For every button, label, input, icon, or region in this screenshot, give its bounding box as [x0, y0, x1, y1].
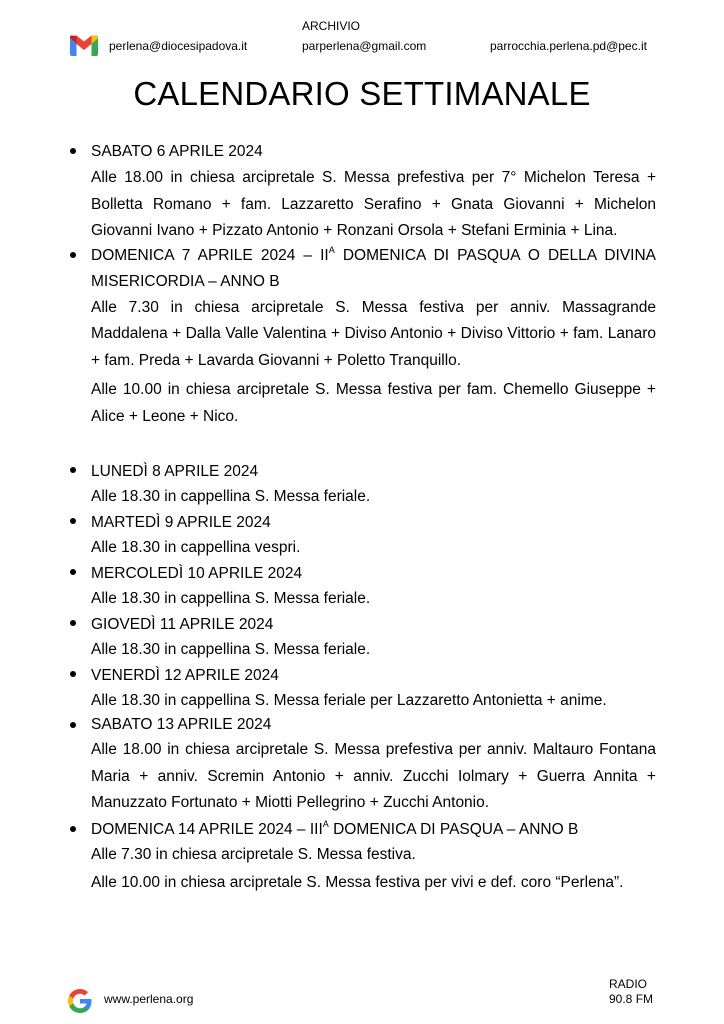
email-diocesi[interactable]: perlena@diocesipadova.it — [109, 39, 248, 53]
day-title-superscript: A — [328, 244, 335, 255]
calendar-day — [70, 817, 656, 896]
calendar-day — [70, 458, 656, 509]
day-title: LUNEDÌ 8 APRILE 2024 — [91, 463, 259, 480]
calendar-day — [70, 243, 656, 431]
day-title-main: DOMENICA 14 APRILE 2024 – III — [91, 820, 323, 838]
page-footer — [0, 960, 724, 1020]
calendar-day — [70, 662, 656, 713]
event-text: Alle 7.30 in chiesa arcipretale S. Messa festiva. — [91, 845, 416, 863]
email-gmail[interactable]: parperlena@gmail.com — [302, 39, 427, 53]
radio-frequency: 90.8 FM — [609, 992, 654, 1006]
page-header — [0, 0, 724, 70]
website-link[interactable]: www.perlena.org — [104, 992, 194, 1006]
google-icon — [68, 989, 92, 1013]
event-text: Alle 18.30 in cappellina S. Messa feriale. — [91, 488, 371, 505]
event-text: Alle 7.30 in chiesa arcipretale S. Messa festiva per anniv. Massagrande Maddalena + Dalla Valle Valentina + Diviso Antonio + Diviso Vittorio + fam. Lanaro + fam. Preda + Lavarda Giovanni + Poletto Tranquillo. — [91, 298, 656, 369]
bullet-icon — [70, 826, 76, 832]
calendar-day — [70, 139, 656, 245]
event-text: Alle 18.30 in cappellina S. Messa feriale per Lazzaretto Antonietta + anime. — [91, 692, 607, 709]
email-pec[interactable]: parrocchia.perlena.pd@pec.it — [490, 39, 647, 53]
day-title-rest: DOMENICA DI PASQUA – ANNO B — [328, 820, 579, 838]
day-title-rest: DOMENICA DI PASQUA O DELLA DIVINA MISERICORDIA – ANNO B — [91, 246, 656, 290]
day-title: MERCOLEDÌ 10 APRILE 2024 — [91, 565, 303, 582]
day-title: MARTEDÌ 9 APRILE 2024 — [91, 514, 271, 531]
calendar-day — [70, 560, 656, 611]
event-text: Alle 18.00 in chiesa arcipretale S. Messa prefestiva per anniv. Maltauro Fontana Maria + anniv. Scremin Antonio + anniv. Zucchi Iolmary + Guerra Annita + Manuzzato Fortunato + Miotti Pellegrino + Zucchi Antonio. — [91, 741, 656, 811]
bullet-icon — [70, 518, 76, 524]
day-title-main: DOMENICA 7 APRILE 2024 – II — [91, 246, 329, 264]
day-title — [91, 243, 656, 295]
bullet-icon — [70, 722, 76, 728]
day-title: VENERDÌ 12 APRILE 2024 — [91, 667, 279, 684]
day-title: GIOVEDÌ 11 APRILE 2024 — [91, 616, 274, 633]
day-title-superscript: A — [322, 818, 329, 829]
event-text: Alle 10.00 in chiesa arcipretale S. Messa festiva per fam. Chemello Giuseppe + Alice + Leone + Nico. — [91, 381, 656, 425]
day-title: SABATO 6 APRILE 2024 — [91, 143, 263, 160]
archivio-label: ARCHIVIO — [302, 19, 361, 33]
event-text: Alle 18.30 in cappellina vespri. — [91, 539, 301, 556]
radio-label: RADIO — [609, 977, 648, 991]
bullet-icon — [70, 569, 76, 575]
gmail-icon — [70, 35, 98, 56]
bullet-icon — [70, 148, 76, 154]
bullet-icon — [70, 467, 76, 473]
calendar-list — [70, 139, 656, 896]
event-text: Alle 10.00 in chiesa arcipretale S. Messa festiva per vivi e def. coro “Perlena”. — [91, 873, 624, 891]
calendar-day — [70, 611, 656, 662]
event-text: Alle 18.00 in chiesa arcipretale S. Messa prefestiva per 7° Michelon Teresa + Bolletta Romano + fam. Lazzaretto Serafino + Gnata Giovanni + Michelon Giovanni Ivano + Pizzato Antonio + Ronzani Orsola + Stefani Erminia + Lina. — [91, 169, 656, 239]
page-title: CALENDARIO SETTIMANALE — [133, 75, 591, 112]
event-text: Alle 18.30 in cappellina S. Messa feriale. — [91, 590, 371, 607]
calendar-day — [70, 509, 656, 560]
calendar-day — [70, 713, 656, 817]
bullet-icon — [70, 620, 76, 626]
day-title — [91, 817, 656, 843]
bullet-icon — [70, 671, 76, 677]
day-title: SABATO 13 APRILE 2024 — [91, 716, 272, 733]
event-text: Alle 18.30 in cappellina S. Messa feriale. — [91, 641, 371, 658]
radio-info — [609, 977, 653, 1007]
bullet-icon — [70, 252, 76, 258]
